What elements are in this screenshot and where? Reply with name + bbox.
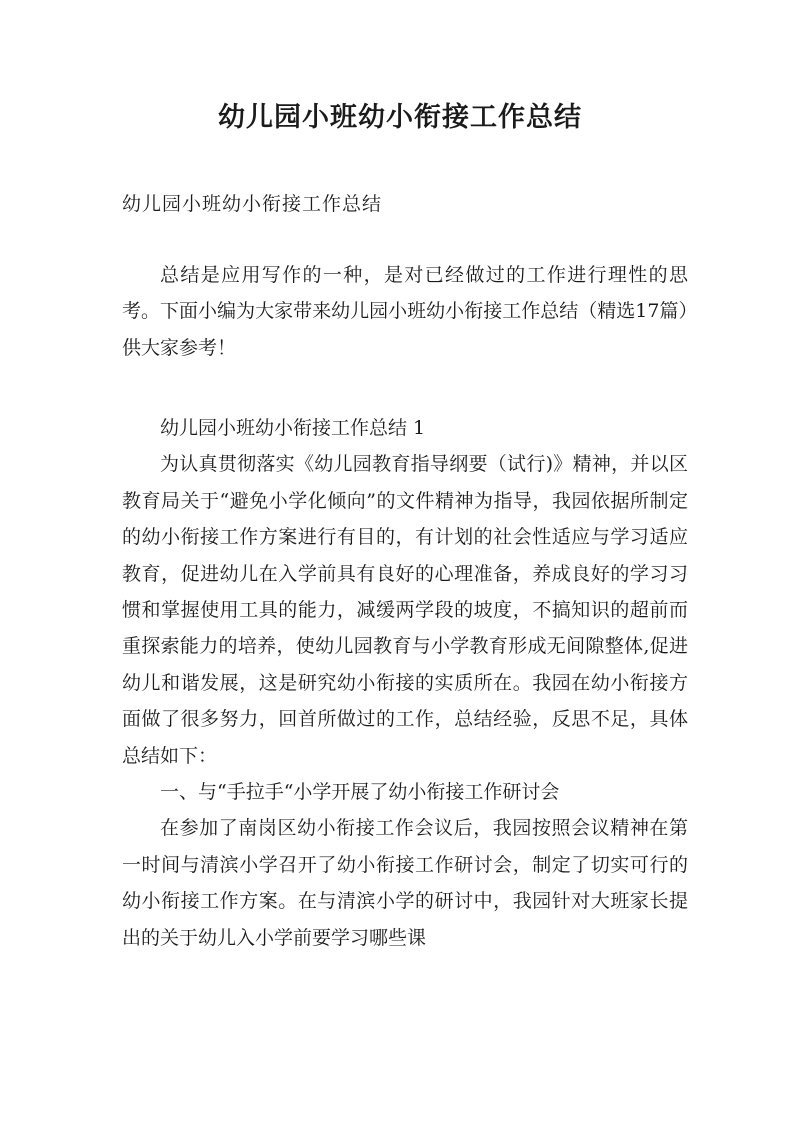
body-paragraph: 在参加了南岗区幼小衔接工作会议后，我园按照会议精神在第一时间与清滨小学召开了幼小衔接工作研讨会，制定了切实可行的幼小衔接工作方案。在与清滨小学的研讨中，我园针对大班家长提出的关于幼儿入小学前要学习哪些课 [122, 817, 688, 949]
body-paragraph: 为认真贯彻落实《幼儿园教育指导纲要（试行)》精神，并以区教育局关于“避免小学化倾向”的文件精神为指导，我园依据所制定的幼小衔接工作方案进行有目的，有计划的社会性适应与学习适应教育，促进幼儿在入学前具有良好的心理准备，养成良好的学习习惯和掌握使用工具的能力，减缓两学段的坡度，不搞知识的超前而重探索能力的培养，使幼儿园教育与小学教育形成无间隙整体,促进幼儿和谐发展，这是研究幼小衔接的实质所在。我园在幼小衔接方面做了很多努力，回首所做过的工作，总结经验，反思不足，具体总结如下： [122, 453, 688, 767]
intro-section [122, 257, 688, 366]
document-title: 幼儿园小班幼小衔接工作总结 [218, 102, 582, 133]
section-heading: 幼儿园小班幼小衔接工作总结 1 [160, 417, 426, 439]
main-section [122, 410, 688, 956]
document-subtitle: 幼儿园小班幼小衔接工作总结 [122, 193, 383, 215]
intro-paragraph: 总结是应用写作的一种，是对已经做过的工作进行理性的思考。下面小编为大家带来幼儿园小班幼小衔接工作总结（精选17篇）供大家参考！ [122, 264, 688, 359]
item-heading: 一、与“手拉手“小学开展了幼小衔接工作研讨会 [160, 781, 560, 804]
